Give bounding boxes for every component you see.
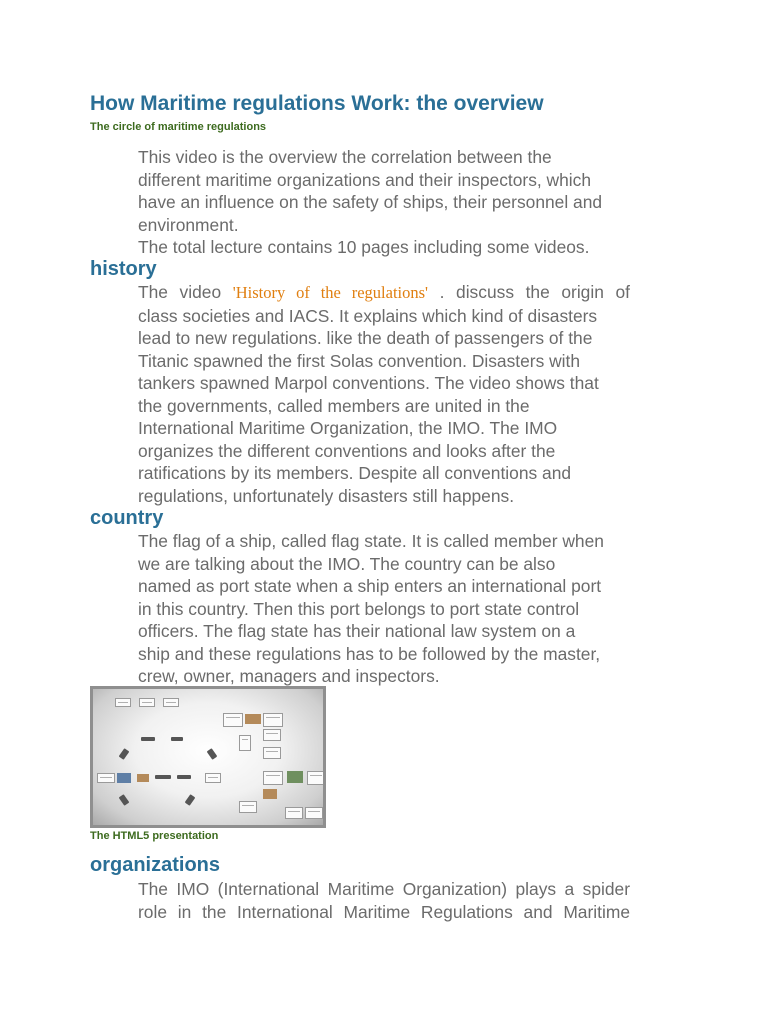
history-heading: history: [90, 258, 157, 280]
country-line: named as port state when a ship enters an international port: [138, 576, 602, 596]
thumb-card: [305, 807, 323, 819]
thumb-card: [223, 713, 243, 727]
thumb-card: [139, 698, 155, 707]
thumb-card: [307, 771, 325, 785]
organizations-heading: organizations: [90, 854, 221, 876]
thumb-image: [287, 771, 303, 783]
country-line: we are talking about the IMO. The country can be also: [138, 553, 556, 574]
history-line: ratifications by its members. Despite all conventions and: [138, 463, 572, 483]
thumb-card: [239, 735, 251, 751]
thumb-card: [163, 698, 179, 707]
thumb-card: [263, 747, 281, 759]
thumb-arrow: [207, 748, 218, 760]
intro-note: The total lecture contains 10 pages including some videos.: [138, 237, 590, 257]
history-line: the governments, called members are united in the: [138, 395, 530, 416]
thumb-card: [263, 713, 283, 727]
history-line1-rest: . discuss the origin of: [439, 282, 630, 302]
thumb-arrow: [185, 794, 196, 806]
country-heading: country: [90, 507, 164, 529]
intro-line: environment.: [138, 214, 239, 235]
thumb-image: [263, 789, 277, 799]
thumb-card: [97, 773, 115, 783]
history-video-link[interactable]: 'History of the regulations': [232, 283, 429, 302]
intro-line: different maritime organizations and their inspectors, which: [138, 169, 592, 190]
thumb-card: [263, 771, 283, 785]
history-paragraph: [138, 281, 630, 507]
figure-caption: The HTML5 presentation: [90, 830, 219, 842]
history-line: International Maritime Organization, the IMO. The IMO: [138, 418, 558, 438]
country-line: ship and these regulations has to be followed by the master,: [138, 643, 601, 664]
thumb-card: [205, 773, 221, 783]
country-line: The flag of a ship, called flag state. It is called member when: [138, 531, 604, 551]
history-line: lead to new regulations. like the death of passengers of the: [138, 328, 593, 348]
thumb-image: [117, 773, 131, 783]
intro-line: have an influence on the safety of ships, their personnel and: [138, 192, 603, 212]
thumb-arrow: [141, 737, 155, 741]
thumb-image: [137, 774, 149, 782]
presentation-thumbnail[interactable]: [90, 686, 326, 828]
thumb-card: [239, 801, 257, 813]
history-prefix: The video: [138, 282, 222, 302]
country-line: crew, owner, managers and inspectors.: [138, 666, 440, 686]
history-line: Titanic spawned the first Solas convention. Disasters with: [138, 350, 581, 371]
thumb-arrow: [119, 748, 130, 760]
thumb-card: [115, 698, 131, 707]
history-line: organizes the different conventions and looks after the: [138, 440, 556, 461]
country-line: in this country. Then this port belongs to port state control: [138, 598, 580, 619]
organizations-line: role in the International Maritime Regulations and Maritime: [138, 901, 630, 922]
intro-line: This video is the overview the correlation between the: [138, 147, 552, 167]
organizations-paragraph: [138, 878, 630, 923]
thumb-arrow: [155, 775, 171, 779]
organizations-line: The IMO (International Maritime Organization) plays a spider: [138, 879, 630, 899]
thumb-card: [285, 807, 303, 819]
thumb-arrow: [119, 794, 130, 806]
history-line-first: [138, 281, 630, 305]
thumb-card: [263, 729, 281, 741]
thumb-arrow: [177, 775, 191, 779]
country-paragraph: [138, 530, 630, 688]
intro-paragraph: [138, 146, 630, 259]
history-line: tankers spawned Marpol conventions. The video shows that: [138, 373, 599, 393]
history-line: class societies and IACS. It explains which kind of disasters: [138, 305, 598, 326]
page-subtitle: The circle of maritime regulations: [90, 121, 267, 133]
thumb-arrow: [171, 737, 183, 741]
history-line: regulations, unfortunately disasters still happens.: [138, 485, 515, 506]
thumb-image: [245, 714, 261, 724]
country-line: officers. The flag state has their national law system on a: [138, 621, 576, 641]
page-title: How Maritime regulations Work: the overview: [90, 92, 544, 115]
